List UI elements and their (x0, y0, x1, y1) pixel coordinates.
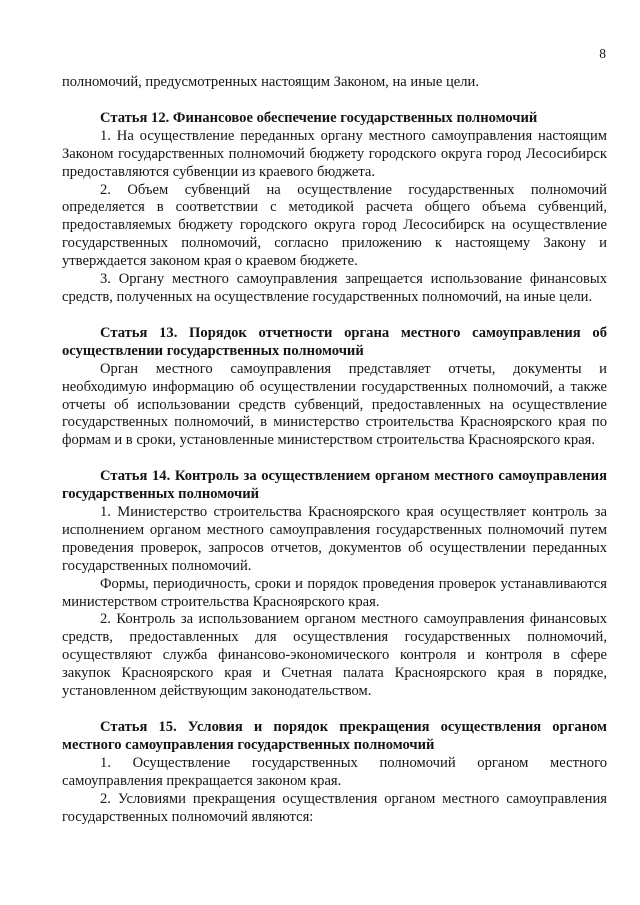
page-number: 8 (599, 46, 606, 61)
article-paragraph: 1. Министерство строительства Красноярского края осуществляет контроль за исполнением органом местного самоуправления государственных полномочий путем проведения проверок, запросов отчетов, документов об осуществлении переданных государственных полномочий. (62, 504, 607, 574)
document-body (62, 74, 607, 826)
article-heading: Статья 14. Контроль за осуществлением органом местного самоуправления государственных полномочий (62, 468, 607, 503)
article-15 (62, 719, 607, 826)
article-paragraph: 2. Условиями прекращения осуществления органом местного самоуправления государственных полномочий являются: (62, 790, 607, 825)
article-heading: Статья 13. Порядок отчетности органа местного самоуправления об осуществлении государственных полномочий (62, 324, 607, 359)
article-13 (62, 325, 607, 450)
article-heading: Статья 12. Финансовое обеспечение государственных полномочий (100, 109, 538, 126)
article-paragraph: 1. На осуществление переданных органу местного самоуправления настоящим Законом государственных полномочий бюджету городского округа город Лесосибирск предоставляются субвенции из краевого бюджета. (62, 127, 607, 180)
carryover-text: полномочий, предусмотренных настоящим Законом, на иные цели. (62, 74, 479, 90)
article-12 (62, 110, 607, 307)
article-paragraph: 2. Объем субвенций на осуществление государственных полномочий определяется в соответствии с методикой расчета общего объема субвенций, предоставляемых бюджету городского округа город Лесосибирск на осуществление государственных полномочий, согласно приложению к настоящему Закону и утверждается законом края о краевом бюджете. (62, 181, 607, 270)
article-paragraph: Орган местного самоуправления представляет отчеты, документы и необходимую информацию об осуществлении государственных полномочий, а также отчеты об использовании средств субвенций, предоставленных на осуществление государственных полномочий, в министерство строительства Красноярского края по формам и в сроки, установленные министерством строительства Красноярского края. (62, 360, 607, 449)
article-paragraph: 1. Осуществление государственных полномочий органом местного самоуправления прекращается законом края. (62, 754, 607, 789)
article-14 (62, 468, 607, 701)
article-paragraph: Формы, периодичность, сроки и порядок проведения проверок устанавливаются министерством строительства Красноярского края. (62, 575, 607, 610)
article-paragraph: 2. Контроль за использованием органом местного самоуправления финансовых средств, предоставленных для осуществления государственных полномочий, осуществляют служба финансово-экономического контроля и контроля в сфере закупок Красноярского края и Счетная палата Красноярского края в порядке, установленном действующим законодательством. (62, 611, 607, 700)
article-heading: Статья 15. Условия и порядок прекращения осуществления органом местного самоуправления государственных полномочий (62, 719, 607, 753)
article-paragraph: 3. Органу местного самоуправления запрещается использование финансовых средств, полученных на осуществление государственных полномочий, на иные цели. (62, 271, 607, 305)
